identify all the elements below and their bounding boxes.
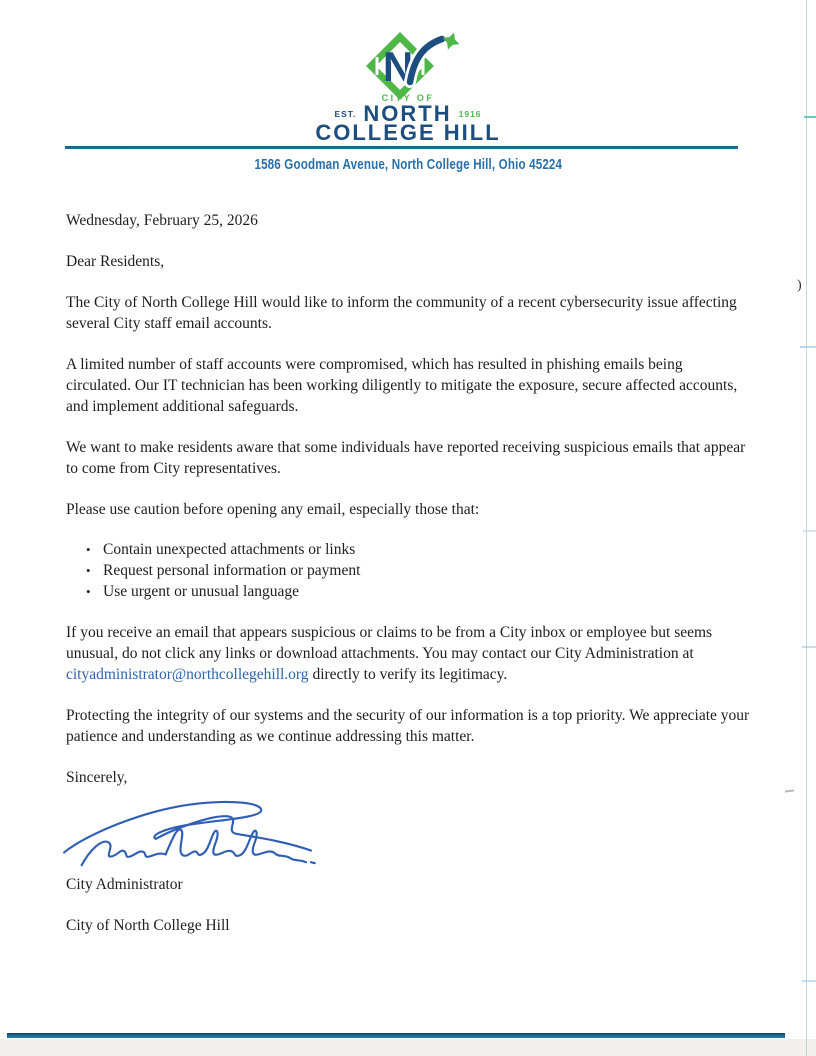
paragraph-compromise: A limited number of staff accounts were compromised, which has resulted in phishing emails being circulated. Our IT technician has been working diligently to mitigate the exposure, secure affected accounts, and implement additional safeguards. — [66, 356, 738, 415]
page-bottom-strip — [0, 1039, 816, 1056]
letter-salutation: Dear Residents, — [66, 253, 165, 270]
letter-date: Wednesday, February 25, 2026 — [66, 212, 258, 229]
scan-tick — [803, 530, 816, 532]
paragraph-intro: The City of North College Hill would like to inform the community of a recent cybersecurity issue affecting several City staff email accounts. — [66, 294, 737, 332]
bullet-icon: • — [86, 542, 91, 557]
footer-divider — [7, 1033, 785, 1038]
paragraph-contact — [66, 622, 750, 685]
letterhead-college-hill: COLLEGE HILL — [315, 120, 501, 145]
letterhead-city-of: CITY OF — [381, 93, 435, 103]
bullet-icon: • — [86, 584, 91, 599]
list-item-text: Use urgent or unusual language — [103, 583, 299, 600]
n-monogram — [383, 39, 442, 90]
list-item — [66, 582, 750, 602]
caution-bullet-list — [66, 540, 750, 602]
scan-tick — [800, 346, 816, 348]
signer-title: City Administrator — [66, 876, 183, 893]
closing-block — [66, 767, 750, 936]
signature — [56, 790, 324, 870]
list-item-text: Request personal information or payment — [103, 562, 361, 579]
letterhead-address: 1586 Goodman Avenue, North College Hill, Ohio 45224 — [254, 157, 562, 173]
contact-text-post: directly to verify its legitimacy. — [308, 666, 508, 683]
letterhead-year: 1916 — [458, 109, 482, 119]
list-item — [66, 540, 750, 560]
admin-email-link[interactable]: cityadministrator@northcollegehill.org — [66, 666, 309, 683]
paragraph-caution: Please use caution before opening any email, especially those that: — [66, 501, 480, 518]
signer-organization: City of North College Hill — [66, 917, 230, 934]
paragraph-awareness: We want to make residents aware that some individuals have reported receiving suspicious emails that appear to come from City representatives. — [66, 439, 746, 477]
list-item-text: Contain unexpected attachments or links — [103, 541, 356, 558]
list-item — [66, 561, 750, 581]
scan-tick — [804, 116, 816, 118]
scan-mark — [785, 789, 794, 792]
closing: Sincerely, — [66, 769, 128, 786]
letterhead-north: NORTH — [363, 101, 452, 126]
scan-tick — [802, 980, 816, 982]
contact-text-pre: If you receive an email that appears suspicious or claims to be from a City inbox or employee but seems unusual, do not click any links or download attachments. You may contact our City Administration at — [66, 624, 713, 662]
bullet-icon: • — [86, 563, 91, 578]
scan-edge-line — [806, 0, 807, 1056]
letterhead-est: EST. — [334, 109, 357, 119]
scan-mark: ) — [797, 278, 802, 293]
scan-tick — [802, 646, 816, 648]
letter-body — [66, 210, 750, 956]
header-divider — [65, 146, 738, 149]
svg-text:N: N — [382, 43, 414, 90]
paragraph-priority: Protecting the integrity of our systems and the security of our information is a top priority. We appreciate your patience and understanding as we continue addressing this matter. — [66, 707, 750, 745]
